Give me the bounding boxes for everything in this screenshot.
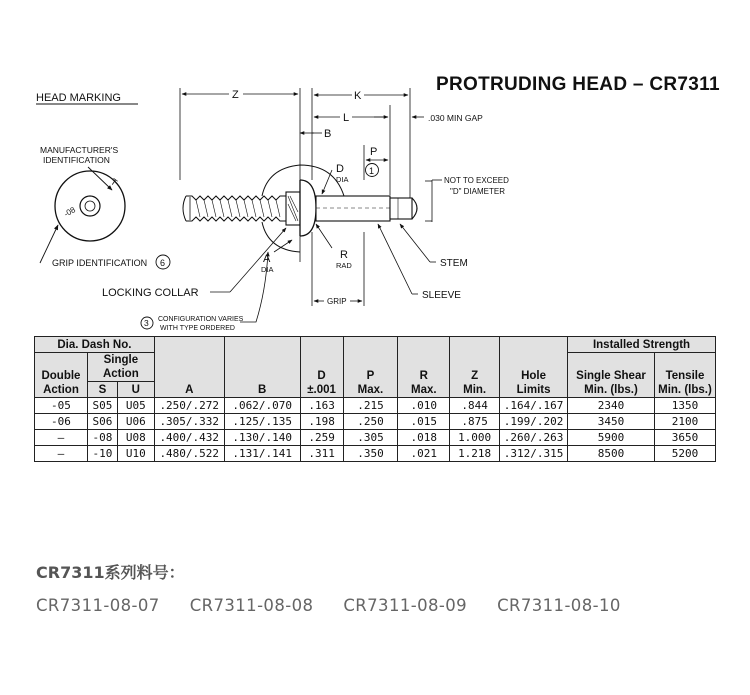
cell-u: U06: [117, 414, 154, 430]
cell-s: -08: [87, 430, 117, 446]
dim-a-sub: DIA: [261, 265, 274, 274]
table-header-row-1: [35, 337, 716, 353]
cell-a: .250/.272: [154, 398, 224, 414]
cell-tensile: 1350: [654, 398, 715, 414]
col-u-header: U: [117, 382, 154, 398]
cell-tensile: 5200: [654, 446, 715, 462]
rivet-drawing: [0, 0, 750, 335]
part-number: CR7311-08-08: [189, 596, 314, 615]
grip-identification-label: GRIP IDENTIFICATION: [52, 258, 148, 268]
col-shear-header: Single Shear Min. (lbs.): [568, 353, 655, 398]
cell-z: .844: [450, 398, 500, 414]
config-note-line2: WITH TYPE ORDERED: [160, 325, 235, 332]
col-double-action: Double Action: [35, 353, 88, 398]
cell-p: .215: [343, 398, 398, 414]
cell-z: 1.000: [450, 430, 500, 446]
locking-collar-label: LOCKING COLLAR: [102, 287, 199, 299]
cell-double: -06: [35, 414, 88, 430]
manufacturer-id-line2: IDENTIFICATION: [43, 155, 110, 165]
stem-label: STEM: [440, 258, 468, 269]
col-tensile-header: Tensile Min. (lbs.): [654, 353, 715, 398]
technical-drawing: [0, 0, 750, 335]
cell-tensile: 2100: [654, 414, 715, 430]
cell-d: .259: [300, 430, 343, 446]
cell-a: .480/.522: [154, 446, 224, 462]
sleeve-shape: [316, 196, 390, 221]
table-row: [35, 414, 716, 430]
cell-b: .130/.140: [224, 430, 300, 446]
cell-shear: 8500: [568, 446, 655, 462]
part-number: CR7311-08-09: [343, 596, 468, 615]
cell-shear: 2340: [568, 398, 655, 414]
cell-hole: .312/.315: [500, 446, 568, 462]
dim-b: B: [324, 128, 332, 140]
cell-d: .311: [300, 446, 343, 462]
cell-a: .305/.332: [154, 414, 224, 430]
cell-d: .198: [300, 414, 343, 430]
cell-z: 1.218: [450, 446, 500, 462]
cell-b: .062/.070: [224, 398, 300, 414]
stem-threads: [183, 196, 286, 221]
col-b-top: B: [224, 337, 300, 398]
cell-r: .018: [398, 430, 450, 446]
dim-r-sub: RAD: [336, 261, 352, 270]
cell-u: U05: [117, 398, 154, 414]
dim-l: L: [343, 112, 350, 124]
cell-z: .875: [450, 414, 500, 430]
cell-p: .350: [343, 446, 398, 462]
config-note-number: 3: [144, 318, 149, 328]
cell-u: U08: [117, 430, 154, 446]
col-d-header: D ±.001: [300, 337, 343, 398]
min-gap-label: .030 MIN GAP: [428, 113, 483, 123]
cell-u: U10: [117, 446, 154, 462]
cell-double: —: [35, 446, 88, 462]
col-hole-header: Hole Limits: [500, 337, 568, 398]
spec-table: [34, 336, 716, 462]
cell-hole: .260/.263: [500, 430, 568, 446]
part-number: CR7311-08-07: [36, 596, 160, 615]
cell-r: .021: [398, 446, 450, 462]
dim-r: R: [340, 249, 348, 261]
cell-hole: .164/.167: [500, 398, 568, 414]
grip-note-number: 6: [160, 258, 166, 268]
table-body: [35, 398, 716, 462]
not-exceed-line1: NOT TO EXCEED: [444, 176, 509, 185]
cell-tensile: 3650: [654, 430, 715, 446]
table-row: [35, 446, 716, 462]
col-group-dash: Dia. Dash No.: [35, 337, 155, 353]
svg-text:T: T: [108, 176, 120, 188]
cell-s: S06: [87, 414, 117, 430]
table-row: [35, 398, 716, 414]
head-marking-icon: [55, 171, 125, 241]
cell-s: -10: [87, 446, 117, 462]
series-label: CR7311系列料号：: [36, 563, 185, 582]
cell-s: S05: [87, 398, 117, 414]
p-note-number: 1: [369, 166, 375, 176]
cell-p: .305: [343, 430, 398, 446]
col-s-header: S: [87, 382, 117, 398]
col-single-action: Single Action: [87, 353, 154, 382]
dim-p: P: [370, 146, 378, 158]
col-p-header: P Max.: [343, 337, 398, 398]
cell-a: .400/.432: [154, 430, 224, 446]
manufacturer-id-line1: MANUFACTURER'S: [40, 145, 119, 155]
part-number: CR7311-08-10: [497, 596, 621, 615]
dim-k: K: [354, 90, 362, 102]
dim-z: Z: [232, 89, 239, 101]
cell-b: .131/.141: [224, 446, 300, 462]
col-a-top: A: [154, 337, 224, 398]
head-marking-label: HEAD MARKING: [36, 92, 121, 104]
page-title: PROTRUDING HEAD – CR7311: [436, 74, 720, 95]
cell-b: .125/.135: [224, 414, 300, 430]
dim-d-sub: DIA: [336, 175, 349, 184]
cell-shear: 5900: [568, 430, 655, 446]
grip-label: GRIP: [327, 297, 347, 306]
stem-tail-shape: [390, 198, 417, 219]
cell-p: .250: [343, 414, 398, 430]
table-row: [35, 430, 716, 446]
not-exceed-line2: "D" DIAMETER: [450, 187, 506, 196]
cell-d: .163: [300, 398, 343, 414]
dim-a: A: [263, 253, 271, 265]
cell-r: .010: [398, 398, 450, 414]
col-group-strength: Installed Strength: [568, 337, 716, 353]
dim-d: D: [336, 163, 344, 175]
config-note-line1: CONFIGURATION VARIES: [158, 316, 244, 323]
locking-collar-shape: [286, 192, 300, 225]
col-z-header: Z Min.: [450, 337, 500, 398]
part-number-list: [36, 596, 621, 615]
cell-double: —: [35, 430, 88, 446]
sleeve-label: SLEEVE: [422, 290, 461, 301]
cell-hole: .199/.202: [500, 414, 568, 430]
col-r-header: R Max.: [398, 337, 450, 398]
cell-r: .015: [398, 414, 450, 430]
head-mark-code: -08: [62, 205, 78, 219]
cell-double: -05: [35, 398, 88, 414]
cell-shear: 3450: [568, 414, 655, 430]
